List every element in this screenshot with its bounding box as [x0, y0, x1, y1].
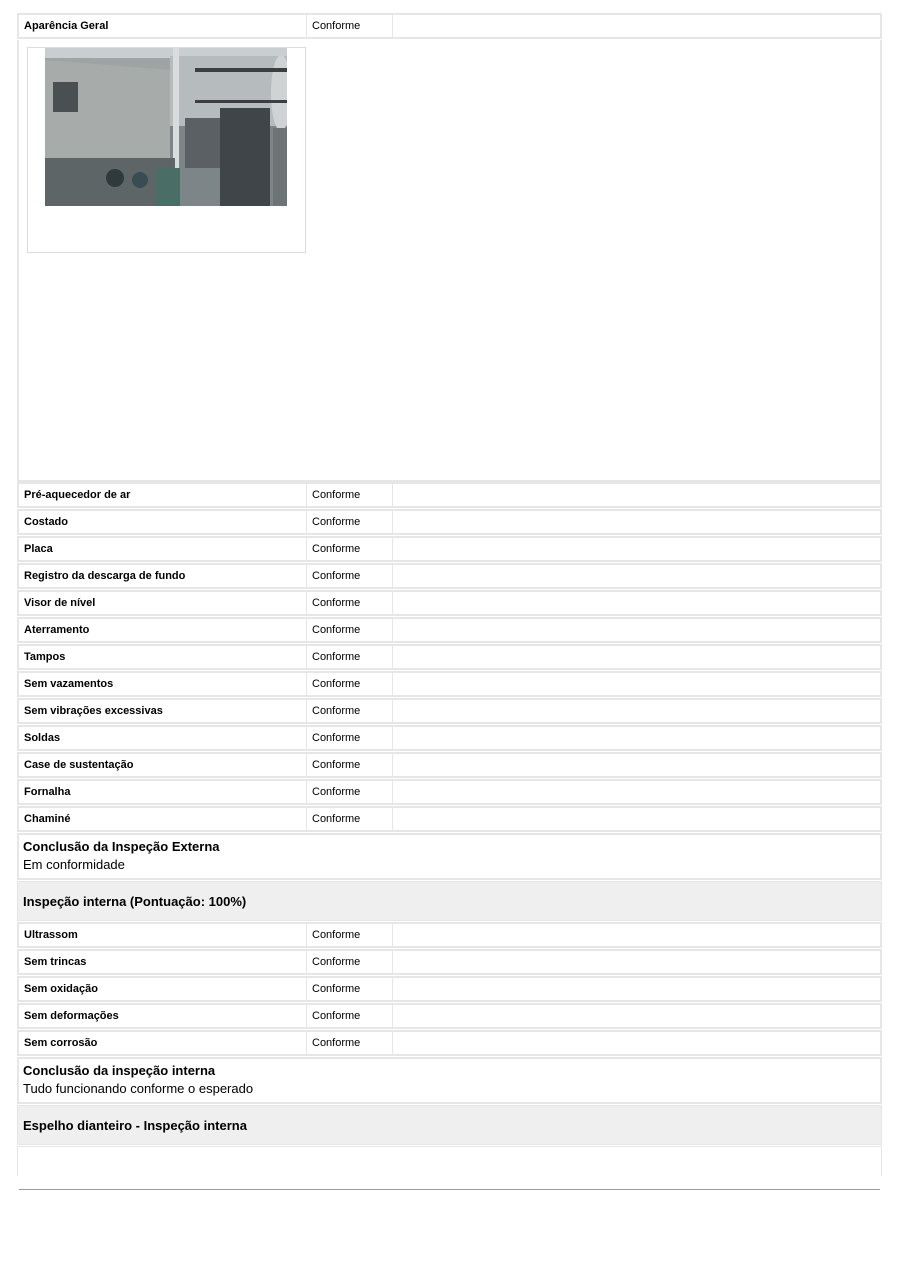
item-label: Tampos: [19, 646, 307, 668]
item-note: [393, 951, 880, 973]
item-label: Visor de nível: [19, 592, 307, 614]
item-note: [393, 484, 880, 506]
item-label: Pré-aquecedor de ar: [19, 484, 307, 506]
external-checklist: [17, 482, 882, 832]
item-status: Conforme: [307, 781, 393, 803]
item-note: [393, 673, 880, 695]
checklist-row: [17, 1003, 882, 1029]
internal-conclusion-title: Conclusão da inspeção interna: [23, 1063, 216, 1078]
checklist-row: [17, 590, 882, 616]
item-status: Conforme: [307, 754, 393, 776]
item-status: Conforme: [307, 15, 393, 37]
external-conclusion: [17, 833, 882, 880]
checklist-row-aparencia-geral: [17, 13, 882, 39]
item-status: Conforme: [307, 700, 393, 722]
item-label: Aparência Geral: [19, 15, 307, 37]
checklist-row: [17, 698, 882, 724]
external-conclusion-value: Em conformidade: [23, 857, 125, 872]
item-status: Conforme: [307, 511, 393, 533]
item-label: Placa: [19, 538, 307, 560]
item-label: Sem vibrações excessivas: [19, 700, 307, 722]
item-label: Soldas: [19, 727, 307, 749]
item-label: Aterramento: [19, 619, 307, 641]
item-note: [393, 754, 880, 776]
internal-checklist: [17, 922, 882, 1056]
item-status: Conforme: [307, 924, 393, 946]
item-note: [393, 15, 880, 37]
item-label: Sem oxidação: [19, 978, 307, 1000]
front-mirror-section-header: Espelho dianteiro - Inspeção interna: [17, 1105, 882, 1145]
internal-inspection-header: Inspeção interna (Pontuação: 100%): [17, 881, 882, 921]
checklist-row: [17, 617, 882, 643]
internal-conclusion: [17, 1057, 882, 1104]
item-label: Sem deformações: [19, 1005, 307, 1027]
item-status: Conforme: [307, 1032, 393, 1054]
item-note: [393, 619, 880, 641]
checklist-row: [17, 509, 882, 535]
item-label: Case de sustentação: [19, 754, 307, 776]
item-label: Ultrassom: [19, 924, 307, 946]
inspection-report: [17, 13, 882, 1176]
item-status: Conforme: [307, 538, 393, 560]
item-status: Conforme: [307, 1005, 393, 1027]
photo-attachment-block: [17, 40, 882, 482]
item-status: Conforme: [307, 727, 393, 749]
item-note: [393, 511, 880, 533]
checklist-row: [17, 752, 882, 778]
item-status: Conforme: [307, 619, 393, 641]
item-note: [393, 646, 880, 668]
item-note: [393, 808, 880, 830]
item-note: [393, 538, 880, 560]
checklist-row: [17, 671, 882, 697]
item-note: [393, 924, 880, 946]
internal-conclusion-value: Tudo funcionando conforme o esperado: [23, 1081, 254, 1096]
item-note: [393, 727, 880, 749]
item-status: Conforme: [307, 565, 393, 587]
checklist-row: [17, 563, 882, 589]
checklist-row: [17, 482, 882, 508]
item-status: Conforme: [307, 484, 393, 506]
checklist-row: [17, 922, 882, 948]
boiler-photo[interactable]: [45, 48, 287, 206]
item-status: Conforme: [307, 951, 393, 973]
item-label: Registro da descarga de fundo: [19, 565, 307, 587]
item-status: Conforme: [307, 646, 393, 668]
item-status: Conforme: [307, 978, 393, 1000]
checklist-row: [17, 725, 882, 751]
item-note: [393, 565, 880, 587]
checklist-row: [17, 644, 882, 670]
item-note: [393, 1032, 880, 1054]
footer-divider: [19, 1189, 880, 1190]
item-note: [393, 781, 880, 803]
item-status: Conforme: [307, 808, 393, 830]
photo-thumbnail-frame[interactable]: [27, 47, 306, 253]
checklist-row: [17, 949, 882, 975]
item-label: Fornalha: [19, 781, 307, 803]
item-note: [393, 592, 880, 614]
front-mirror-section-body: [17, 1146, 882, 1176]
item-label: Sem corrosão: [19, 1032, 307, 1054]
checklist-row: [17, 1030, 882, 1056]
checklist-row: [17, 976, 882, 1002]
item-label: Sem trincas: [19, 951, 307, 973]
checklist-row: [17, 806, 882, 832]
item-note: [393, 700, 880, 722]
item-status: Conforme: [307, 673, 393, 695]
item-note: [393, 1005, 880, 1027]
item-label: Costado: [19, 511, 307, 533]
checklist-row: [17, 536, 882, 562]
checklist-row: [17, 779, 882, 805]
item-label: Sem vazamentos: [19, 673, 307, 695]
item-note: [393, 978, 880, 1000]
external-conclusion-title: Conclusão da Inspeção Externa: [23, 839, 220, 854]
item-status: Conforme: [307, 592, 393, 614]
item-label: Chaminé: [19, 808, 307, 830]
